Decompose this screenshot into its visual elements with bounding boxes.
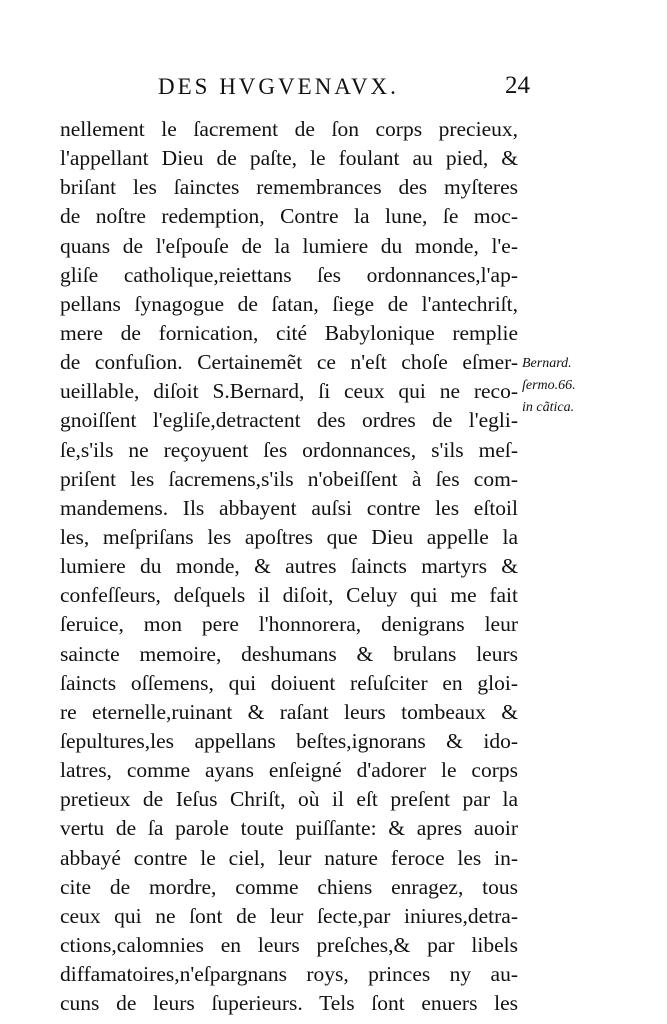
text-line: mere de fornication, cité Babylonique remplie bbox=[60, 320, 518, 345]
text-line: lumiere du monde, & autres ſaincts martyrs & bbox=[60, 554, 518, 579]
text-line: cite de mordre, comme chiens enragez, tous bbox=[60, 874, 518, 899]
text-line: ſaincts oſſemens, qui doiuent reſuſciter en gloi- bbox=[60, 670, 518, 695]
text-line: l'appellant Dieu de paſte, le foulant au pied, & bbox=[60, 146, 518, 171]
text-line: abbayé contre le ciel, leur nature feroce les in- bbox=[60, 845, 518, 870]
margin-note: ſermo.66. bbox=[522, 378, 576, 393]
margin-notes bbox=[522, 353, 642, 419]
text-line: pretieux de Ieſus Chriſt, où il eſt preſent par la bbox=[60, 787, 518, 812]
text-line: ſe,s'ils ne reçoyuent ſes ordonnances, s'ils meſ- bbox=[60, 437, 518, 462]
text-line: saincte memoire, deshumans & brulans leurs bbox=[60, 641, 518, 666]
text-line: pellans ſynagogue de ſatan, ſiege de l'antechriſt, bbox=[60, 291, 518, 316]
margin-note: in cãtica. bbox=[522, 400, 575, 415]
margin-note: Bernard. bbox=[522, 356, 572, 371]
text-line: gliſe catholique,reiettans ſes ordonnances,l'ap- bbox=[60, 262, 518, 287]
text-line: vertu de ſa parole toute puiſſante: & apres auoir bbox=[60, 816, 518, 841]
text-line: ceux qui ne ſont de leur ſecte,par iniures,detra- bbox=[60, 903, 518, 928]
text-line: de noſtre redemption, Contre la lune, ſe moc- bbox=[60, 204, 518, 229]
running-head bbox=[150, 72, 530, 106]
text-line: diffamatoires,n'eſpargnans roys, princes ny au- bbox=[60, 962, 518, 987]
text-line: cuns de leurs ſuperieurs. Tels ſont enuers les bbox=[60, 991, 518, 1016]
text-line: latres, comme ayans enſeigné d'adorer le corps bbox=[60, 758, 518, 783]
text-line: nellement le ſacrement de ſon corps precieux, bbox=[60, 117, 518, 141]
text-line: ueillable, diſoit S.Bernard, ſi ceux qui ne reco- bbox=[60, 379, 518, 404]
body-text bbox=[60, 115, 520, 1018]
text-line: gnoiſſent l'egliſe,detractent des ordres de l'egli- bbox=[60, 408, 518, 433]
text-line: ctions,calomnies en leurs preſches,& par libels bbox=[60, 932, 518, 957]
text-line: briſant les ſainctes remembrances des myſteres bbox=[60, 175, 518, 200]
text-line: mandemens. Ils abbayent auſsi contre les eſtoil bbox=[60, 495, 518, 520]
text-line: priſent les ſacremens,s'ils n'obeiſſent à ſes com- bbox=[60, 466, 518, 491]
text-line: de confuſion. Certainemẽt ce n'eſt choſe eſmer- bbox=[60, 350, 518, 375]
text-line: re eternelle,ruinant & raſant leurs tombeaux & bbox=[60, 699, 518, 724]
text-line: ſepultures,les appellans beſtes,ignorans & ido- bbox=[60, 728, 518, 753]
text-line: confeſſeurs, deſquels il diſoit, Celuy qui me fait bbox=[60, 583, 518, 608]
text-line: quans de l'eſpouſe de la lumiere du monde, l'e- bbox=[60, 233, 518, 258]
running-title: DES HVGVENAVX. bbox=[158, 74, 399, 99]
text-line: les, meſpriſans les apoſtres que Dieu appelle la bbox=[60, 524, 518, 549]
page-number: 24 bbox=[505, 72, 530, 99]
text-line: ſeruice, mon pere l'honnorera, denigrans leur bbox=[60, 612, 518, 637]
